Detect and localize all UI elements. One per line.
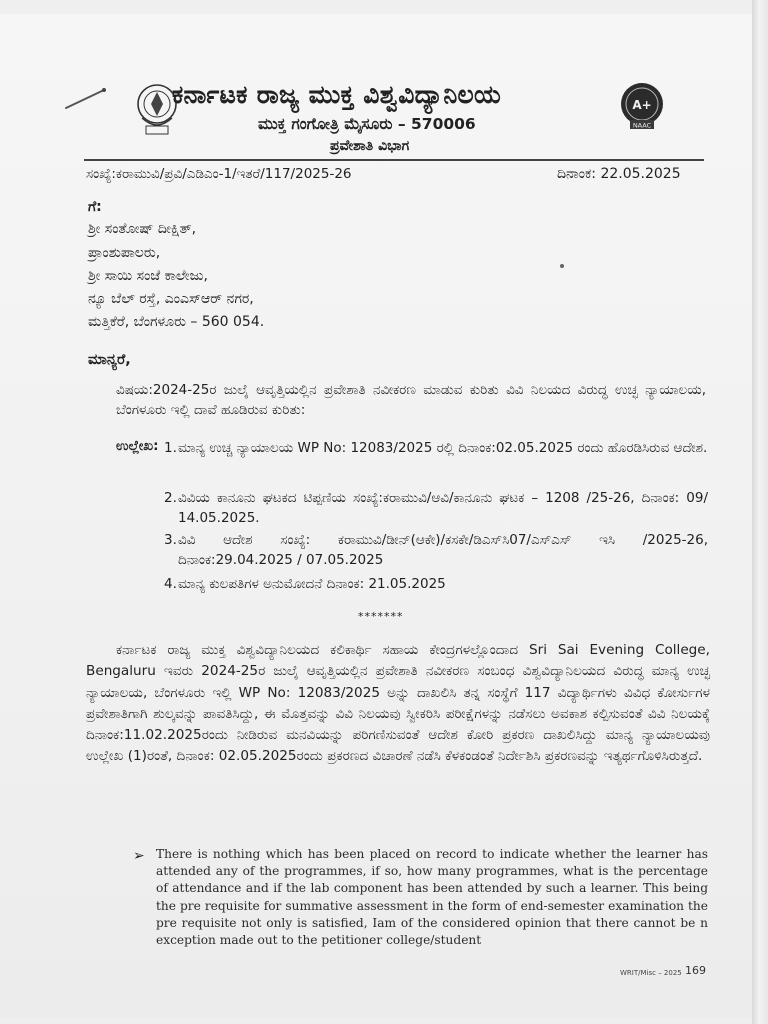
university-address: ಮುಕ್ತ ಗಂಗೋತ್ರಿ ಮೈಸೂರು – 570006 [258,115,476,133]
reference-number: ಸಂಖ್ಯೆ:ಕರಾಮುವಿ/ಪ್ರವಿ/ಎಡಿಎಂ-1/ಇತರೆ/117/2025-26 [86,166,352,182]
court-quote-paragraph: There is nothing which has been placed on record to indicate whether the learner has attended any of the programmes, if so, how many programmes, what is the percentage of attendance and if the lab component has been attended by such a learner. This being the pre requisite for summative assessment in the form of end-semester examination the pre requisite not only is satisfied, Iam of the considered opinion that there cannot be n exception made out to the petitioner college/student [156,847,708,948]
recipient-line: ಶ್ರೀ ಸಂತೋಷ್ ದೀಕ್ಷಿತ್, [88,221,197,237]
header-divider [84,159,704,161]
reference-item [164,574,708,594]
page-edge-shadow [752,0,768,1024]
recipient-line: ಶ್ರೀ ಸಾಯಿ ಸಂಜೆ ಕಾಲೇಜು, [88,268,208,284]
recipient-line: ನ್ಯೂ ಬೆಲ್ ರಸ್ತೆ, ಎಂಎಸ್‌ಆರ್ ನಗರ, [88,291,254,307]
reference-text: ವಿವಿ ಆದೇಶ ಸಂಖ್ಯೆ: ಕರಾಮುವಿ/ಡೀನ್(ಆಕೇ)/ಕಸಕೇ/ಡಿಎಸ್‌ಸಿ07/ಎಸ್‌ಎಸ್ ಇಸಿ /2025-26, ದಿನಾಂಕ:29.04.2025 / 07.05.2025 [178,532,708,568]
ink-dot [560,264,564,268]
accreditation-grade: A+ [632,98,652,112]
to-label: ಗೆ: [88,199,102,215]
section-separator: ******* [358,610,404,623]
reference-text: ವಿವಿಯ ಕಾನೂನು ಘಟಕದ ಟಿಪ್ಪಣಿಯ ಸಂಖ್ಯೆ:ಕರಾಮುವಿ/ಆವಿ/ಕಾನೂನು ಘಟಕ – 1208 /25-26, ದಿನಾಂಕ: 09/ 14.05.2025. [178,490,708,526]
university-name: ಕರ್ನಾಟಕ ರಾಜ್ಯ ಮುಕ್ತ ವಿಶ್ವವಿದ್ಯಾನಿಲಯ [172,80,502,109]
reference-item [164,530,708,570]
reference-item [164,488,708,528]
accreditation-body: NAAC [632,121,652,130]
reference-item [164,438,708,458]
recipient-line: ಮತ್ತಿಕೆರೆ, ಬೆಂಗಳೂರು – 560 054. [88,314,265,330]
recipient-line: ಪ್ರಾಂಶುಪಾಲರು, [88,245,161,261]
page-number: 169 [685,964,706,977]
reference-number-marker: 1. [164,440,177,456]
footer-code: WRIT/Misc – 2025 [620,969,682,977]
reference-text: ಮಾನ್ಯ ಉಚ್ಚ ನ್ಯಾಯಾಲಯ WP No: 12083/2025 ರಲ್ಲಿ ದಿನಾಂಕ:02.05.2025 ರಂದು ಹೊರಡಿಸಿರುವ ಆದೇಶ. [178,440,708,456]
reference-number-marker: 4. [164,576,177,592]
letter-date: ದಿನಾಂಕ: 22.05.2025 [557,166,681,182]
letter-sheet [0,14,753,1018]
naac-badge-icon [618,80,666,136]
body-paragraph: ಕರ್ನಾಟಕ ರಾಜ್ಯ ಮುಕ್ತ ವಿಶ್ವವಿದ್ಯಾನಿಲಯದ ಕಲಿಕಾರ್ಥಿ ಸಹಾಯ ಕೇಂದ್ರಗಳಲ್ಲೊಂದಾದ Sri Sai Evening College, Bengaluru ಇವರು 2024-25ರ ಜುಲೈ ಆವೃತ್ತಿಯಲ್ಲಿನ ಪ್ರವೇಶಾತಿ ನವೀಕರಣ ಸಂಬಂಧ ವಿಶ್ವವಿದ್ಯಾನಿಲಯದ ವಿರುದ್ಧ ಮಾನ್ಯ ಉಚ್ಛ ನ್ಯಾಯಾಲಯ, ಬೆಂಗಳೂರು ಇಲ್ಲಿ WP No: 12083/2025 ಅನ್ನು ದಾಖಲಿಸಿ ತನ್ನ ಸಂಸ್ಥೆಗೆ 117 ವಿದ್ಯಾರ್ಥಿಗಳು ವಿವಿಧ ಕೋರ್ಸುಗಳ ಪ್ರವೇಶಾತಿಗಾಗಿ ಶುಲ್ಕವನ್ನು ಪಾವತಿಸಿದ್ದು, ಈ ಮೊತ್ತವನ್ನು ವಿವಿ ನಿಲಯವು ಸ್ವೀಕರಿಸಿ ಪರೀಕ್ಷೆಗಳನ್ನು ನಡೆಸಲು ಅವಕಾಶ ಕಲ್ಪಿಸುವಂತೆ ವಿವಿ ನಿಲಯಕ್ಕೆ ದಿನಾಂಕ:11.02.2025ರಂದು ನೀಡಿರುವ ಮನವಿಯನ್ನು ಪರಿಗಣಿಸುವಂತೆ ಆದೇಶ ಕೋರಿ ಪ್ರಕರಣ ದಾಖಲಿಸಿದ್ದು ಮಾನ್ಯ ನ್ಯಾಯಾಲಯವು ಉಲ್ಲೇಖ (1)ರಂತೆ, ದಿನಾಂಕ: 02.05.2025ರಂದು ಪ್ರಕರಣದ ವಿಚಾರಣೆ ನಡೆಸಿ ಕೆಳಕಂಡಂತೆ ನಿರ್ದೇಶಿಸಿ ಪ್ರಕರಣವನ್ನು ಇತ್ಯರ್ಥಗೊಳಿಸಿರುತ್ತದೆ. [86,642,710,765]
references-label: ಉಲ್ಲೇಖ: [116,438,159,454]
pen-mark-icon [64,86,108,110]
reference-number-marker: 3. [164,532,177,548]
department-name: ಪ್ರವೇಶಾತಿ ವಿಭಾಗ [330,138,410,154]
reference-number-marker: 2. [164,490,177,506]
bullet-arrow-icon: ➢ [133,848,145,864]
subject-line: ವಿಷಯ:2024-25ರ ಜುಲೈ ಆವೃತ್ತಿಯಲ್ಲಿನ ಪ್ರವೇಶಾತಿ ನವೀಕರಣ ಮಾಡುವ ಕುರಿತು ವಿವಿ ನಿಲಯದ ವಿರುದ್ಧ ಉಚ್ಛ ನ್ಯಾಯಾಲಯ, ಬೆಂಗಳೂರು ಇಲ್ಲಿ ದಾವೆ ಹೂಡಿರುವ ಕುರಿತು: [116,382,706,418]
reference-text: ಮಾನ್ಯ ಕುಲಪತಿಗಳ ಅನುಮೋದನೆ ದಿನಾಂಕ: 21.05.2025 [178,576,446,592]
salutation: ಮಾನ್ಯರೆ, [88,352,131,368]
